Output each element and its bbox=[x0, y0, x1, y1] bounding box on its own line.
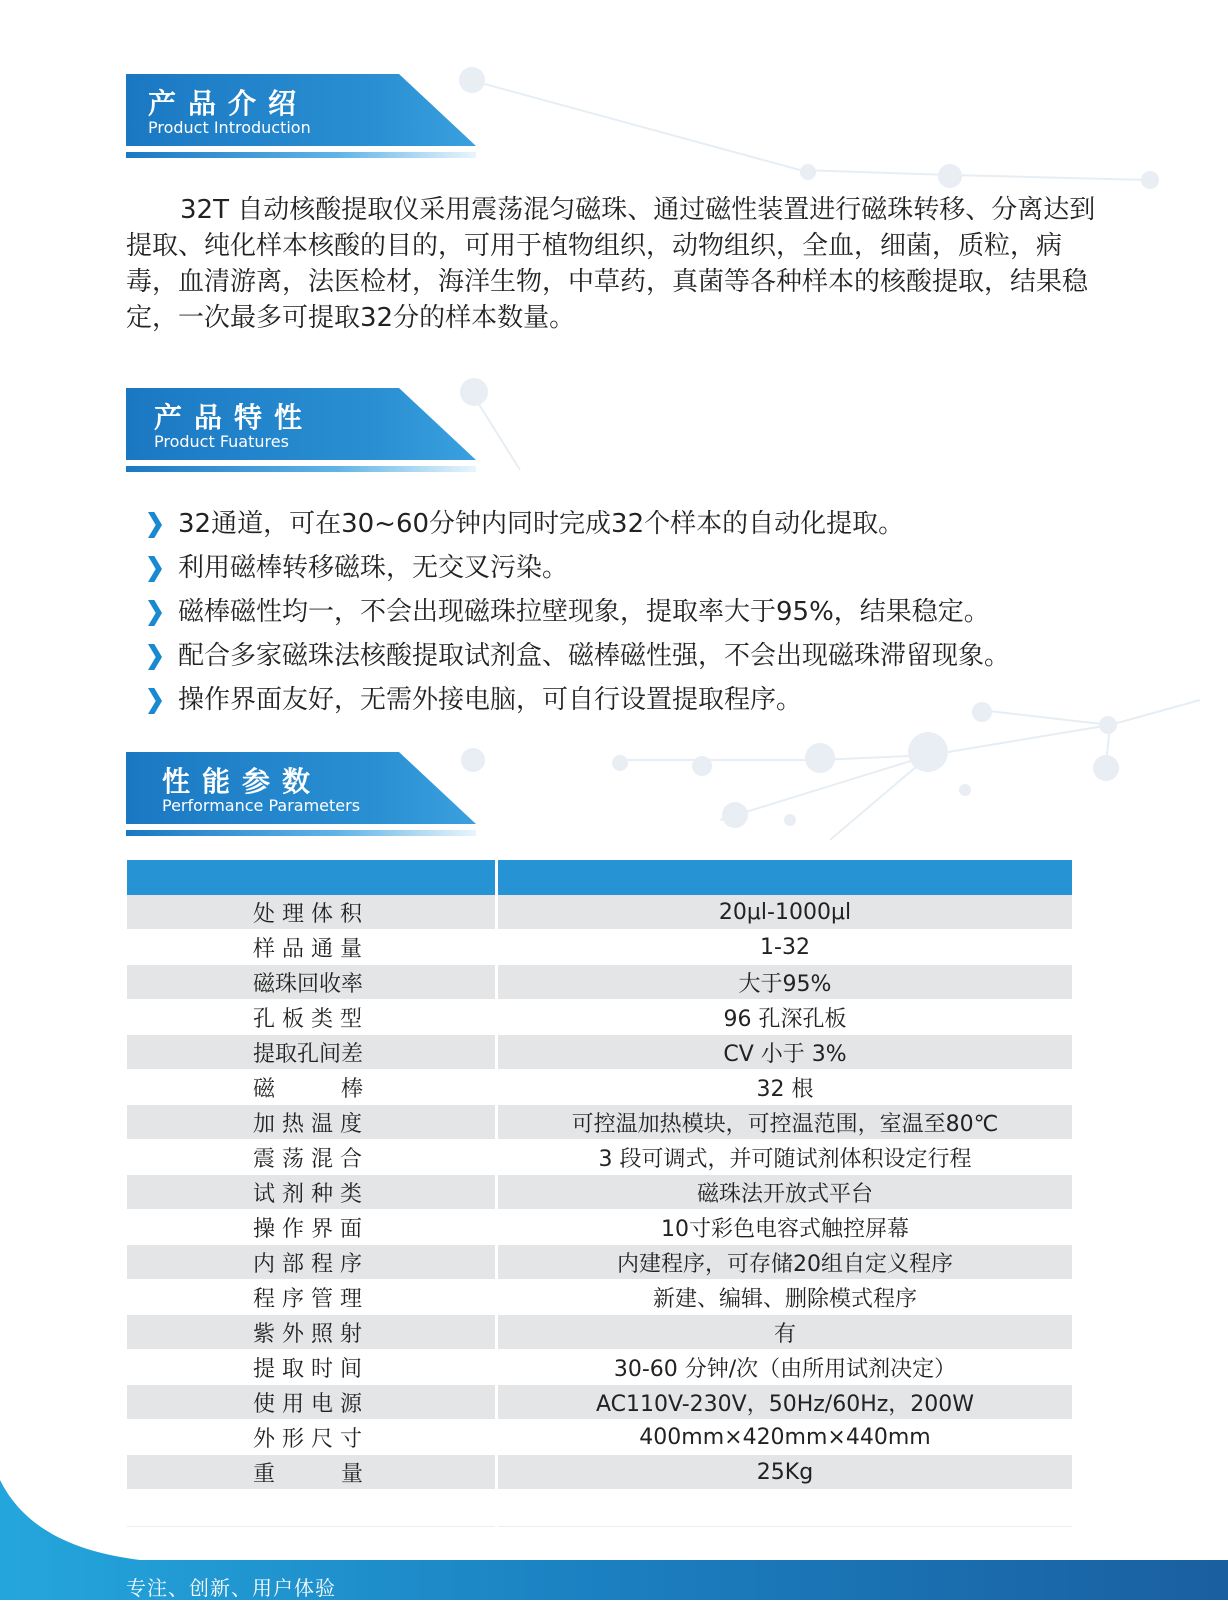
feature-text: 配合多家磁珠法核酸提取试剂盒、磁棒磁性强，不会出现磁珠滞留现象。 bbox=[178, 641, 1011, 671]
table-row bbox=[127, 930, 1072, 965]
table-row bbox=[127, 1385, 1072, 1420]
spec-value: 25Kg bbox=[497, 1455, 1073, 1490]
spec-value: 3 段可调式，并可随试剂体积设定行程 bbox=[497, 1140, 1073, 1175]
spec-name: 孔 板 类 型 bbox=[127, 1000, 497, 1035]
table-row bbox=[127, 1280, 1072, 1315]
header-underline bbox=[126, 152, 476, 158]
table-row bbox=[127, 1245, 1072, 1280]
spec-value: 内建程序，可存储20组自定义程序 bbox=[497, 1245, 1073, 1280]
spec-name: 内 部 程 序 bbox=[127, 1245, 497, 1280]
table-row bbox=[127, 1140, 1072, 1175]
spec-value: 可控温加热模块，可控温范围，室温至80℃ bbox=[497, 1105, 1073, 1140]
section-header-params bbox=[126, 752, 476, 842]
section-title-zh: 性能参数 bbox=[162, 765, 323, 798]
spec-value: 10寸彩色电容式触控屏幕 bbox=[497, 1210, 1073, 1245]
spec-name: 样 品 通 量 bbox=[127, 930, 497, 965]
section-title-zh: 产品介绍 bbox=[148, 87, 309, 120]
spec-value: 磁珠法开放式平台 bbox=[497, 1175, 1073, 1210]
spec-name: 提取孔间差 bbox=[127, 1035, 497, 1070]
section-header-intro bbox=[126, 74, 476, 164]
spec-value: CV 小于 3% bbox=[497, 1035, 1073, 1070]
spec-value: 有 bbox=[497, 1315, 1073, 1350]
feature-text: 磁棒磁性均一，不会出现磁珠拉壁现象，提取率大于95%，结果稳定。 bbox=[178, 597, 990, 627]
feature-item bbox=[148, 682, 1128, 726]
table-header-cell bbox=[497, 860, 1073, 895]
feature-item bbox=[148, 638, 1128, 682]
section-header-features bbox=[126, 388, 476, 478]
section-title-zh: 产品特性 bbox=[154, 401, 315, 434]
spec-name: 外 形 尺 寸 bbox=[127, 1420, 497, 1455]
table-row bbox=[127, 1035, 1072, 1070]
spec-name: 磁 棒 bbox=[127, 1070, 497, 1105]
table-row bbox=[127, 1315, 1072, 1350]
table-header-cell bbox=[127, 860, 497, 895]
footer-slogan: 专注、创新、用户体验 bbox=[126, 1576, 336, 1600]
spec-name: 使 用 电 源 bbox=[127, 1385, 497, 1420]
feature-text: 利用磁棒转移磁珠，无交叉污染。 bbox=[178, 553, 569, 583]
feature-text: 操作界面友好，无需外接电脑，可自行设置提取程序。 bbox=[178, 685, 803, 715]
table-row bbox=[127, 1105, 1072, 1140]
spec-name: 程 序 管 理 bbox=[127, 1280, 497, 1315]
chevron-right-icon bbox=[148, 600, 162, 626]
spec-value: 96 孔深孔板 bbox=[497, 1000, 1073, 1035]
header-underline bbox=[126, 466, 476, 472]
spec-name: 加 热 温 度 bbox=[127, 1105, 497, 1140]
feature-item bbox=[148, 506, 1128, 550]
spec-name: 操 作 界 面 bbox=[127, 1210, 497, 1245]
table-row bbox=[127, 1000, 1072, 1035]
chevron-right-icon bbox=[148, 556, 162, 582]
table-row bbox=[127, 1070, 1072, 1105]
section-title-en: Product Introduction bbox=[148, 118, 311, 137]
table-header-row bbox=[127, 860, 1072, 895]
table-row bbox=[127, 1210, 1072, 1245]
chevron-right-icon bbox=[148, 644, 162, 670]
spec-value: 大于95% bbox=[497, 965, 1073, 1000]
feature-list bbox=[148, 506, 1128, 726]
table-row bbox=[127, 1175, 1072, 1210]
spec-name: 紫 外 照 射 bbox=[127, 1315, 497, 1350]
section-title-en: Performance Parameters bbox=[162, 796, 361, 815]
spec-value: 32 根 bbox=[497, 1070, 1073, 1105]
feature-text: 32通道，可在30~60分钟内同时完成32个样本的自动化提取。 bbox=[178, 509, 905, 539]
spec-name: 处 理 体 积 bbox=[127, 895, 497, 930]
spec-value: 30-60 分钟/次（由所用试剂决定） bbox=[497, 1350, 1073, 1385]
spec-value: 新建、编辑、删除模式程序 bbox=[497, 1280, 1073, 1315]
spec-name: 震 荡 混 合 bbox=[127, 1140, 497, 1175]
chevron-right-icon bbox=[148, 512, 162, 538]
spec-name: 提 取 时 间 bbox=[127, 1350, 497, 1385]
spec-value: AC110V-230V，50Hz/60Hz，200W bbox=[497, 1385, 1073, 1420]
header-underline bbox=[126, 830, 476, 836]
table-row bbox=[127, 1350, 1072, 1385]
spec-name: 重 量 bbox=[127, 1455, 497, 1490]
feature-item bbox=[148, 594, 1128, 638]
intro-paragraph: 32T 自动核酸提取仪采用震荡混匀磁珠、通过磁性装置进行磁珠转移、分离达到提取、纯化样本核酸的目的，可用于植物组织，动物组织，全血，细菌，质粒，病毒，血清游离，法医检材，海洋生物，中草药，真菌等各种样本的核酸提取，结果稳定，一次最多可提取32分的样本数量。 bbox=[126, 195, 1096, 333]
chevron-right-icon bbox=[148, 688, 162, 714]
table-row bbox=[127, 895, 1072, 930]
spec-table bbox=[127, 860, 1072, 1527]
feature-item bbox=[148, 550, 1128, 594]
section-title-en: Product Fuatures bbox=[154, 432, 289, 451]
table-row bbox=[127, 965, 1072, 1000]
spec-name: 磁珠回收率 bbox=[127, 965, 497, 1000]
table-row bbox=[127, 1420, 1072, 1455]
spec-name: 试 剂 种 类 bbox=[127, 1175, 497, 1210]
spec-value: 400mm×420mm×440mm bbox=[497, 1420, 1073, 1455]
spec-value: 1-32 bbox=[497, 930, 1073, 965]
spec-value: 20μl-1000μl bbox=[497, 895, 1073, 930]
